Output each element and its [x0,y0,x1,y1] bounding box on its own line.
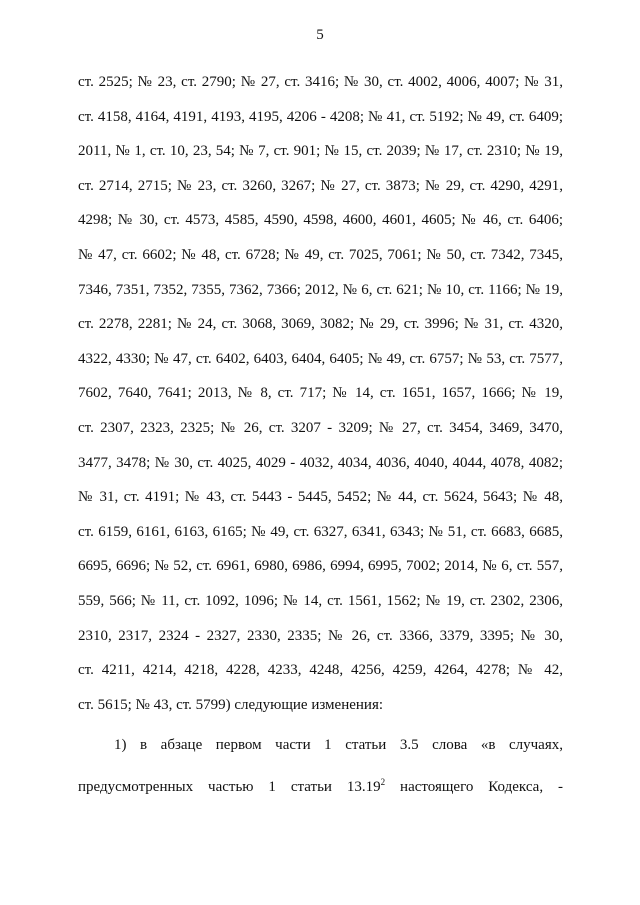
citation-line: 4322, 4330; № 47, ст. 6402, 6403, 6404, 6405; № 49, ст. 6757; № 53, ст. 7577, [78,350,563,367]
citation-line: № 31, ст. 4191; № 43, ст. 5443 - 5445, 5452; № 44, ст. 5624, 5643; № 48, [78,489,563,506]
citation-line: № 47, ст. 6602; № 48, ст. 6728; № 49, ст. 7025, 7061; № 50, ст. 7342, 7345, [78,246,563,263]
item-1-text-before-sup: предусмотренных частью 1 статьи 13.19 [78,779,381,795]
citation-line: ст. 2278, 2281; № 24, ст. 3068, 3069, 3082; № 29, ст. 3996; № 31, ст. 4320, [78,316,563,333]
item-1-text-line-1: 1) в абзаце первом части 1 статьи 3.5 слова «в случаях, [114,737,563,753]
citation-line: 7346, 7351, 7352, 7355, 7362, 7366; 2012, № 6, ст. 621; № 10, ст. 1166; № 19, [78,281,563,298]
citation-line: 3477, 3478; № 30, ст. 4025, 4029 - 4032, 4034, 4036, 4040, 4044, 4078, 4082; [78,454,563,471]
citation-line: ст. 2714, 2715; № 23, ст. 3260, 3267; № 27, ст. 3873; № 29, ст. 4290, 4291, [78,177,563,194]
citation-line: ст. 2307, 2323, 2325; № 26, ст. 3207 - 3209; № 27, ст. 3454, 3469, 3470, [78,419,563,436]
citation-line: ст. 2525; № 23, ст. 2790; № 27, ст. 3416; № 30, ст. 4002, 4006, 4007; № 31, [78,74,563,90]
citation-line: ст. 5615; № 43, ст. 5799) следующие изменения: [78,696,384,713]
citation-line: 2011, № 1, ст. 10, 23, 54; № 7, ст. 901; № 15, ст. 2039; № 17, ст. 2310; № 19, [78,143,563,160]
article-superscript: 2 [380,777,386,787]
item-1-line-1 [78,728,563,763]
item-1-text-after-sup: настоящего Кодекса, - [385,779,563,795]
citation-line: 2310, 2317, 2324 - 2327, 2330, 2335; № 26, ст. 3366, 3379, 3395; № 30, [78,627,563,644]
page-number: 5 [316,27,324,43]
citation-paragraph [78,65,563,722]
item-1-line-2 [78,770,563,805]
citation-line: 4298; № 30, ст. 4573, 4585, 4590, 4598, 4600, 4601, 4605; № 46, ст. 6406; [78,212,563,229]
citation-line: 7602, 7640, 7641; 2013, № 8, ст. 717; № 14, ст. 1651, 1657, 1666; № 19, [78,385,563,402]
citation-line: 6695, 6696; № 52, ст. 6961, 6980, 6986, 6994, 6995, 7002; 2014, № 6, ст. 557, [78,558,563,575]
citation-line: ст. 4211, 4214, 4218, 4228, 4233, 4248, 4256, 4259, 4264, 4278; № 42, [78,662,563,679]
citation-line: ст. 6159, 6161, 6163, 6165; № 49, ст. 6327, 6341, 6343; № 51, ст. 6683, 6685, [78,523,563,540]
citation-line: 559, 566; № 11, ст. 1092, 1096; № 14, ст. 1561, 1562; № 19, ст. 2302, 2306, [78,592,563,609]
citation-line: ст. 4158, 4164, 4191, 4193, 4195, 4206 - 4208; № 41, ст. 5192; № 49, ст. 6409; [78,108,563,125]
